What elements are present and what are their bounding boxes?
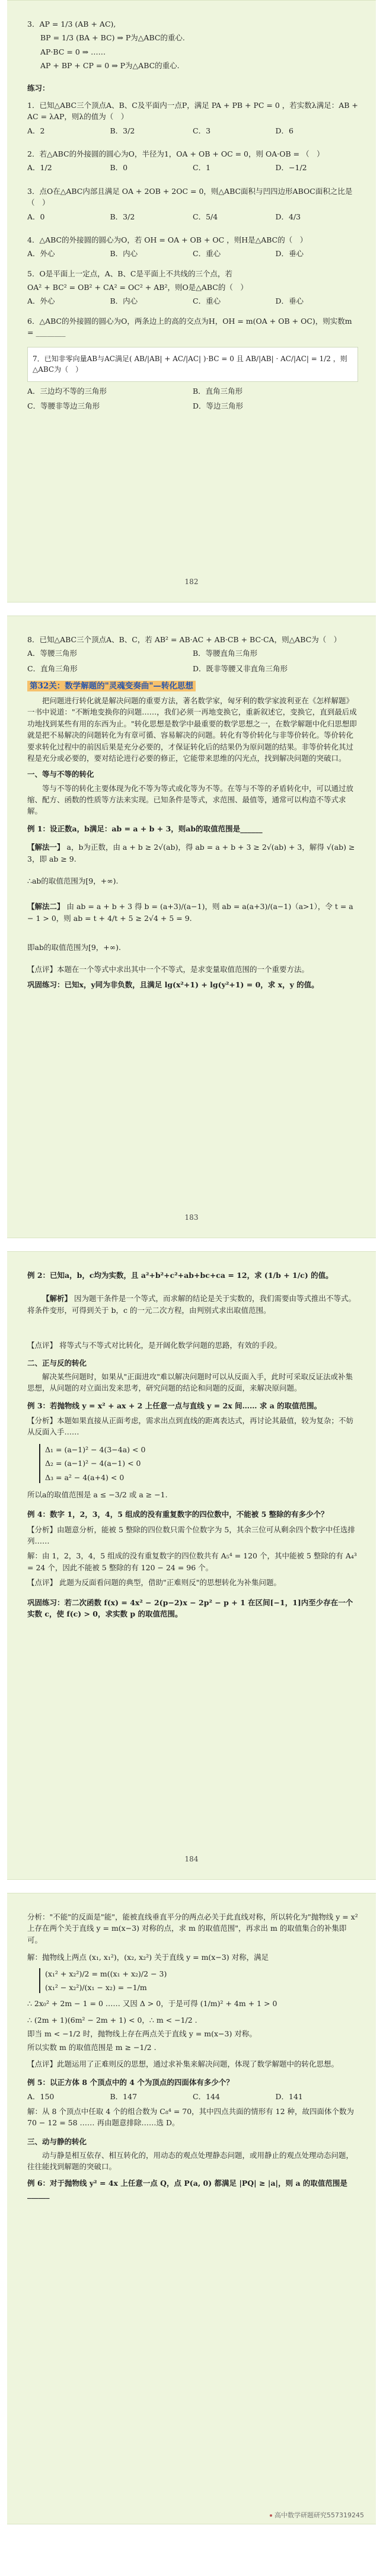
analysis: 分析："不能"的反面是"能"，能被直线垂直平分的两点必关于此直线对称，所以转化为"抛物线 y = x² 上存在两个关于直线 y = m(x−3) 对称的点，求 m 的取值范围"，再求出 m 的取值集合的补集即可。 [27, 1912, 358, 1944]
wechat-icon [270, 2514, 272, 2517]
derivation: ∴ (2m + 1)(6m² − 2m + 1) < 0，∴ m < −1/2 . [27, 2015, 197, 2025]
option: C．144 [193, 2092, 220, 2101]
option: C．重心 [193, 249, 221, 259]
option: A．1/2 [27, 163, 52, 173]
option: A．三边均不等的三角形 [27, 386, 107, 396]
section-text: 解决某些问题时，如果从"正面进攻"难以解决问题时可以从反面入手，此时可采取反证法或补集思想，从问题的对立面出发来思考，研究问题的结论和问题的反面，来解决原问题。 [27, 1372, 353, 1393]
solution-1-answer: ∴ab的取值范围为[9，+∞). [27, 876, 119, 885]
question-5: 5．O是平面上一定点，A、B、C是平面上不共线的三个点，若 [27, 269, 232, 278]
option: A．150 [27, 2092, 55, 2101]
option: A．外心 [27, 297, 55, 306]
option: B．直角三角形 [193, 386, 243, 396]
question-2: 2．若△ABC的外接圆的圆心为O，半径为1，OA + OB + OC = 0，则 OA·OB = （ ） [27, 149, 324, 158]
analysis: 【分析】本题如果直接从正面考虑，需求出点到直线的距离表达式，再讨论其最值，较为复杂；不妨从反面入手…… [27, 1416, 354, 1437]
derivation: 即当 m < −1/2 时，抛物线上存在两点关于直线 y = m(x−3) 对称。 [27, 2029, 257, 2038]
question-7-box [27, 347, 358, 382]
comment: 【点评】此题运用了正难则反的思想，通过求补集来解决问题，体现了数学解题中的转化思想。 [27, 2059, 339, 2068]
comment: 【点评】本题在一个等式中求出其中一个不等式，是求变量取值范围的一个重要方法。 [27, 965, 309, 974]
page-183 [7, 616, 376, 1238]
example-3: 例 3：若抛物线 y = x² + ax + 2 上任意一点与直线 y = 2x 间…… 求 a 的取值范围。 [27, 1401, 322, 1410]
option: C．直角三角形 [27, 664, 78, 673]
section-heading: 二、正与反的转化 [27, 1358, 87, 1367]
page-182 [7, 0, 376, 602]
page-184 [7, 1251, 376, 1880]
comment: 【点评】 此题为反面看问题的典型，借助"正难则反"的思想转化为补集问题。 [27, 1578, 281, 1587]
option: B．等腰直角三角形 [193, 649, 258, 658]
options-7a [27, 385, 358, 397]
practice-label: 练习： [27, 83, 50, 93]
watermark: 高中数学研题研究557319245 [270, 2510, 364, 2520]
case: Δ₃ = a² − 4(a+4) < 0 [45, 1472, 125, 1482]
example-6: 例 6：对于抛物线 y² = 4x 上任意一点 Q，点 P(a, 0) 都满足 |PQ| ≥ |a|，则 a 的取值范围是______ [27, 2178, 347, 2199]
options-7b [27, 400, 358, 412]
equation-system [39, 1968, 358, 1994]
section-heading: 一、等与不等的转化 [27, 770, 94, 779]
solution: 解：由 1，2，3，4，5 组成的没有重复数字的四位数共有 A₅⁴ = 120 个，其中能被 5 整除的有 A₄³ = 24 个，因此不能被 5 整除的有 120 − 24 = 96 个。 [27, 1551, 357, 1572]
question-3: 3．点O在△ABC内部且满足 OA + 2OB + 2OC = 0，则△ABC面积与凹四边形ABOC面积之比是（ ） [27, 186, 353, 208]
consolidation-exercise: 巩固练习：已知x，y同为非负数，且满足 lg(x²+1) + lg(y²+1) = 0，求 x，y 的值。 [27, 980, 319, 989]
option: D．4/3 [275, 212, 301, 221]
solution: 【解析】 因为题干条件是一个等式，而求解的结论是关于实数的，我们需要由等式推出不等式。将条件变形，可得到关于 b，c 的一元二次方程，由判别式求出取值范围。 [27, 1294, 356, 1315]
options-5 [27, 2091, 358, 2102]
option: D．6 [275, 126, 293, 135]
solution-1: 【解法一】 a，b为正数，由 a + b ≥ 2√(ab)，得 ab = a + b + 3 ≥ 2√(ab) + 3，解得 √(ab) ≥ 3，即 ab ≥ 9. [27, 843, 355, 863]
option: B．3/2 [110, 212, 135, 221]
case: Δ₂ = (a−1)² − 4(a−1) < 0 [45, 1459, 141, 1468]
equation: (x₁² − x₂²)/(x₁ − x₂) = −1/m [45, 1982, 147, 1992]
option: C．等腰非等边三角形 [27, 401, 100, 411]
option: A．外心 [27, 249, 55, 259]
example-2: 例 2：已知a，b，c均为实数，且 a²+b²+c²+ab+bc+ca = 12，求 (1/b + 1/c) 的值。 [27, 1271, 333, 1280]
case: Δ₁ = (a−1)² − 4(3−4a) < 0 [45, 1445, 146, 1454]
option: B．0 [110, 163, 128, 173]
example-4: 例 4：数字 1，2，3，4，5 组成的没有重复数字的四位数中，不能被 5 整除的有多少个？ [27, 1510, 328, 1519]
page-gap [0, 1880, 383, 1893]
answer: 所以实数 m 的取值范围是 m ≥ −1/2 . [27, 2043, 157, 2052]
section-text: 等与不等的转化主要体现为化不等为等式或化等为不等。在等与不等的矛盾转化中，可以通过放缩、配方、函数的性质等方法来实现。已知条件是等式，求范围、最值等，通常可以构造不等式求解。 [27, 783, 354, 816]
equation: (x₁² + x₂²)/2 = m((x₁ + x₂)/2 − 3) [45, 1969, 167, 1978]
question-6: 6．△ABC的外接圆的圆心为O，两条边上的高的交点为H，OH = m(OA + OB + OC)，则实数m = ________ [27, 316, 352, 337]
question-5-cont: OA² + BC² = OB² + CA² = OC² + AB²，则O是△ABC的（ ） [27, 283, 248, 292]
option: A．2 [27, 126, 45, 135]
options-8b [27, 663, 358, 674]
option: C．3 [193, 126, 211, 135]
option: B．3/2 [110, 126, 135, 135]
option: D．等边三角形 [193, 401, 244, 411]
option: A．等腰三角形 [27, 649, 78, 658]
option: B．147 [110, 2092, 138, 2101]
derivation: ∴ 2x₀² + 2m − 1 = 0 …… 又因 Δ > 0，于是可得 (1/m)² + 4m + 1 > 0 [27, 1999, 277, 2008]
solution: 解：从 8 个顶点中任取 4 个的组合数为 C₈⁴ = 70，其中四点共面的情形有 12 种，故四面体个数为 70 − 12 = 58 …… 再由题意排除……选 D。 [27, 2106, 355, 2128]
option: D．−1/2 [275, 163, 307, 173]
question-1: 1．已知△ABC三个顶点A、B、C及平面内一点P，满足 PA + PB + PC = 0 ，若实数λ满足：AB + AC = λAP，则λ的值为（ ） [27, 100, 358, 122]
intro-paragraph: 把问题进行转化就是解决问题的重要方法，著名数学家，匈牙利的数学家波利亚在《怎样解题》一书中说道："不断地变换你的问题……，我们必须一再地变换它，重新叙述它，变换它，直到最后成功地找到某些有用的东西为止。"转化思想是数学中最重要的数学思想之一，在数学解题中化归思想即就是把不易解决的问题转化为有章可循、容易解决的问题。转化有等价转化与非等价转化。等价转化要求转化过程中的前因后果是充分必要的，才保证转化后的结果仍为原问题的结果。非等价转化其过程是充分或必要的，要对结论进行必要的修正，它能带来思维的闪光点，找到解决问题的突破口。 [27, 696, 357, 763]
options-5 [27, 295, 358, 307]
solution: 解：抛物线上两点 (x₁, x₁²)，(x₂, x₂²) 关于直线 y = m(x−3) 对称，满足 [27, 1953, 269, 1962]
section-heading: 三、动与静的转化 [27, 2137, 87, 2146]
options-3 [27, 211, 358, 222]
page-number: 184 [184, 1855, 199, 1864]
example-5: 例 5：以正方体 8 个顶点中的 4 个为顶点的四面体有多少个？ [27, 2078, 234, 2087]
option: D．141 [275, 2092, 303, 2101]
comment: 【点评】 将等式与不等式对比转化，是开阔化数学问题的思路，有效的手段。 [27, 1341, 282, 1350]
options-1 [27, 125, 358, 136]
solution-2: 【解法二】 由 ab = a + b + 3 得 b = (a+3)/(a−1)，则 ab = a(a+3)/(a−1)（a>1），令 t = a − 1 > 0，则 ab = t + 4/t + 5 ≥ 2√4 + 5 = 9. [27, 902, 353, 923]
option: D．垂心 [275, 249, 304, 259]
option: D．垂心 [275, 297, 304, 306]
page-185 [7, 1893, 376, 2524]
question-8: 8．已知△ABC三个顶点A、B、C，若 AB² = AB·AC + AB·CB + BC·CA，则△ABC为（ ） [27, 635, 341, 644]
chapter-title: 第32关：数学解题的"灵魂变奏曲"—转化思想 [27, 680, 358, 693]
page-gap [0, 602, 383, 616]
option: D．既非等腰又非直角三角形 [193, 664, 288, 673]
section-text: 动与静是相互依存、相互转化的，用动态的观点处理静态问题，或用静止的观点处理动态问题，往往能找到解题的突破口。 [27, 2151, 354, 2172]
options-8a [27, 648, 358, 659]
page-number: 183 [184, 1213, 199, 1222]
option: A．0 [27, 212, 45, 221]
consolidation-exercise: 巩固练习：若二次函数 f(x) = 4x² − 2(p−2)x − 2p² − p + 1 在区间[−1，1]内至少存在一个实数 c，使 f(c) > 0，求实数 p 的取值范围。 [27, 1598, 353, 1618]
example-1: 例 1：设正数a，b满足：ab = a + b + 3，则ab的取值范围是______ [27, 824, 263, 833]
q3-label: 3．AP = 1/3 (AB + AC), [27, 20, 116, 28]
options-2 [27, 162, 358, 173]
options-4 [27, 248, 358, 259]
option: B．内心 [110, 297, 138, 306]
question-4: 4．△ABC的外接圆的圆心为O，若 OH = OA + OB + OC ，则H是△ABC的（ ） [27, 235, 308, 244]
page-gap [0, 1238, 383, 1251]
option: C．5/4 [193, 212, 218, 221]
option: C．重心 [193, 297, 221, 306]
solution-2-answer: 即ab的取值范围为[9，+∞). [27, 943, 122, 952]
q3-line: AP·BC = 0 ⇒ …… [40, 47, 106, 56]
option: B．内心 [110, 249, 138, 259]
q3-line: AP + BP + CP = 0 ⇒ P为△ABC的重心. [40, 61, 180, 71]
option: C．1 [193, 163, 211, 173]
case-system [39, 1444, 358, 1483]
result: 所以a的取值范围是 a ≤ −3/2 或 a ≥ −1. [27, 1490, 168, 1499]
analysis: 【分析】由题意分析，能被 5 整除的四位数只需个位数字为 5，其余三位可从剩余四个数字中任选排列…… [27, 1525, 355, 1545]
q3-line: BP = 1/3 (BA + BC) ⇒ P为△ABC的重心. [40, 33, 185, 43]
question-7: 7．已知非零向量AB与AC满足( AB/|AB| + AC/|AC| )·BC = 0 且 AB/|AB| · AC/|AC| = 1/2 ，则△ABC为（ ） [33, 354, 347, 374]
page-number: 182 [184, 578, 199, 586]
